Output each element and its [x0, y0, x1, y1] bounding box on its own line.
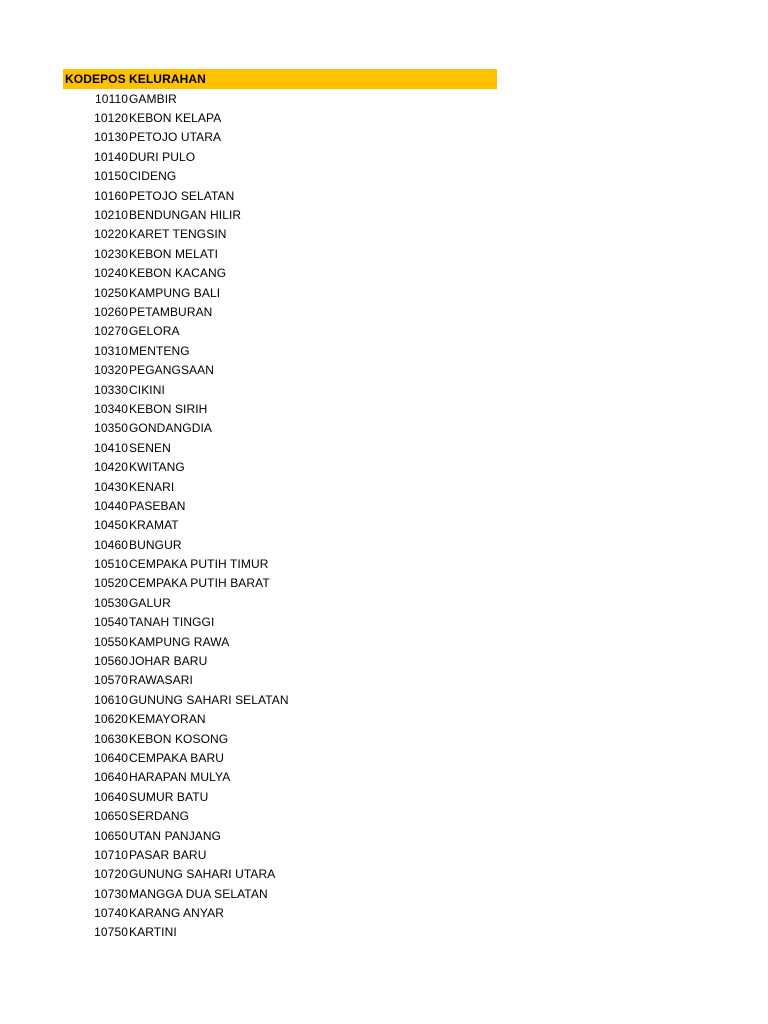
- table-row: [63, 244, 497, 263]
- postal-code-cell: 10110: [95, 91, 128, 106]
- table-row: [63, 457, 497, 476]
- kelurahan-name-cell: GUNUNG SAHARI UTARA: [129, 867, 276, 882]
- kelurahan-name-cell: SUMUR BATU: [129, 789, 209, 804]
- kelurahan-name-cell: CIKINI: [129, 382, 165, 397]
- kelurahan-name-cell: KARTINI: [129, 925, 177, 940]
- postal-code-cell: 10570: [94, 673, 128, 688]
- postal-code-cell: 10160: [94, 188, 128, 203]
- kelurahan-name-cell: KEBON SIRIH: [129, 401, 208, 416]
- postal-code-cell: 10550: [94, 634, 128, 649]
- table-row: [63, 865, 497, 884]
- kelurahan-name-cell: SENEN: [129, 440, 171, 455]
- kelurahan-name-cell: TANAH TINGGI: [129, 615, 215, 630]
- postal-code-cell: 10630: [94, 731, 128, 746]
- postal-code-cell: 10520: [94, 576, 128, 591]
- kelurahan-name-cell: GAMBIR: [129, 91, 177, 106]
- kelurahan-name-cell: KARET TENGSIN: [129, 227, 227, 242]
- kelurahan-name-cell: KRAMAT: [129, 518, 179, 533]
- postal-code-cell: 10730: [94, 886, 128, 901]
- kelurahan-name-cell: KEMAYORAN: [129, 712, 206, 727]
- postal-code-cell: 10140: [94, 149, 128, 164]
- kelurahan-name-cell: GELORA: [129, 324, 180, 339]
- postal-code-cell: 10240: [94, 266, 128, 281]
- postal-code-cell: 10420: [94, 460, 128, 475]
- kelurahan-name-cell: KEBON KELAPA: [129, 111, 222, 126]
- postal-code-cell: 10740: [94, 906, 128, 921]
- table-row: [63, 438, 497, 457]
- kelurahan-name-cell: KAMPUNG RAWA: [129, 634, 230, 649]
- postal-code-cell: 10650: [94, 809, 128, 824]
- table-row: [63, 167, 497, 186]
- kelurahan-name-cell: KAMPUNG BALI: [129, 285, 221, 300]
- table-row: [63, 671, 497, 690]
- table-row: [63, 496, 497, 515]
- table-row: [63, 419, 497, 438]
- table-body: [63, 89, 497, 942]
- postal-code-cell: 10220: [94, 227, 128, 242]
- postal-code-cell: 10610: [94, 692, 128, 707]
- table-row: [63, 923, 497, 942]
- postal-code-cell: 10270: [94, 324, 128, 339]
- table-row: [63, 205, 497, 224]
- table-row: [63, 632, 497, 651]
- table-row: [63, 826, 497, 845]
- table-row: [63, 768, 497, 787]
- kelurahan-name-cell: BUNGUR: [129, 537, 182, 552]
- postal-code-cell: 10640: [94, 750, 128, 765]
- postal-code-cell: 10350: [94, 421, 128, 436]
- postal-code-cell: 10750: [94, 925, 128, 940]
- kelurahan-name-cell: MENTENG: [129, 343, 190, 358]
- kelurahan-name-cell: CEMPAKA PUTIH BARAT: [129, 576, 270, 591]
- postal-code-cell: 10310: [94, 343, 128, 358]
- kelurahan-name-cell: PASEBAN: [129, 498, 186, 513]
- kelurahan-name-cell: KEBON KACANG: [129, 266, 227, 281]
- postal-code-cell: 10320: [94, 363, 128, 378]
- kelurahan-name-cell: PETOJO SELATAN: [129, 188, 235, 203]
- table-row: [63, 593, 497, 612]
- table-row: [63, 89, 497, 108]
- postal-code-cell: 10460: [94, 537, 128, 552]
- table-header: [63, 69, 497, 89]
- table-row: [63, 128, 497, 147]
- table-row: [63, 302, 497, 321]
- postal-code-cell: 10340: [94, 401, 128, 416]
- postal-code-cell: 10210: [94, 208, 128, 223]
- table-row: [63, 147, 497, 166]
- table-row: [63, 787, 497, 806]
- table-row: [63, 380, 497, 399]
- kelurahan-name-cell: PEGANGSAAN: [129, 363, 215, 378]
- table-row: [63, 613, 497, 632]
- table-row: [63, 574, 497, 593]
- table-row: [63, 516, 497, 535]
- kelurahan-name-cell: BENDUNGAN HILIR: [129, 208, 242, 223]
- postal-code-cell: 10260: [94, 304, 128, 319]
- table-row: [63, 806, 497, 825]
- kelurahan-name-cell: PASAR BARU: [129, 847, 207, 862]
- postal-code-cell: 10130: [94, 130, 128, 145]
- kelurahan-name-cell: DURI PULO: [129, 149, 196, 164]
- kelurahan-name-cell: KEBON MELATI: [129, 246, 218, 261]
- kelurahan-name-cell: GONDANGDIA: [129, 421, 213, 436]
- postal-code-cell: 10150: [94, 169, 128, 184]
- table-row: [63, 845, 497, 864]
- table-row: [63, 264, 497, 283]
- kelurahan-name-cell: MANGGA DUA SELATAN: [129, 886, 268, 901]
- kelurahan-name-cell: JOHAR BARU: [129, 654, 208, 669]
- kelurahan-name-cell: KENARI: [129, 479, 175, 494]
- table-row: [63, 535, 497, 554]
- postal-code-cell: 10620: [94, 712, 128, 727]
- postal-code-cell: 10710: [94, 847, 128, 862]
- table-row: [63, 283, 497, 302]
- table-row: [63, 360, 497, 379]
- postal-code-cell: 10330: [94, 382, 128, 397]
- kelurahan-name-cell: KEBON KOSONG: [129, 731, 229, 746]
- table-row: [63, 477, 497, 496]
- kelurahan-name-cell: KARANG ANYAR: [129, 906, 225, 921]
- kelurahan-name-cell: UTAN PANJANG: [129, 828, 222, 843]
- table-row: [63, 690, 497, 709]
- postal-code-cell: 10410: [94, 440, 128, 455]
- postal-code-cell: 10540: [94, 615, 128, 630]
- postal-code-cell: 10440: [94, 498, 128, 513]
- table-row: [63, 322, 497, 341]
- kelurahan-name-cell: PETOJO UTARA: [129, 130, 222, 145]
- kelurahan-name-cell: GALUR: [129, 595, 171, 610]
- postal-code-table: [63, 69, 497, 942]
- postal-code-cell: 10640: [94, 789, 128, 804]
- kelurahan-name-cell: RAWASARI: [129, 673, 193, 688]
- postal-code-cell: 10650: [94, 828, 128, 843]
- header-kelurahan: KELURAHAN: [129, 72, 206, 86]
- table-row: [63, 884, 497, 903]
- postal-code-cell: 10530: [94, 595, 128, 610]
- table-row: [63, 186, 497, 205]
- postal-code-cell: 10560: [94, 654, 128, 669]
- postal-code-cell: 10450: [94, 518, 128, 533]
- postal-code-cell: 10510: [94, 557, 128, 572]
- table-row: [63, 554, 497, 573]
- postal-code-cell: 10250: [94, 285, 128, 300]
- table-row: [63, 399, 497, 418]
- table-row: [63, 225, 497, 244]
- kelurahan-name-cell: PETAMBURAN: [129, 304, 213, 319]
- table-row: [63, 748, 497, 767]
- postal-code-cell: 10430: [94, 479, 128, 494]
- postal-code-cell: 10640: [94, 770, 128, 785]
- kelurahan-name-cell: CIDENG: [129, 169, 177, 184]
- kelurahan-name-cell: CEMPAKA BARU: [129, 750, 225, 765]
- kelurahan-name-cell: SERDANG: [129, 809, 190, 824]
- table-row: [63, 903, 497, 922]
- header-kodepos: KODEPOS: [65, 72, 126, 86]
- kelurahan-name-cell: GUNUNG SAHARI SELATAN: [129, 692, 289, 707]
- kelurahan-name-cell: HARAPAN MULYA: [129, 770, 231, 785]
- table-row: [63, 651, 497, 670]
- table-row: [63, 108, 497, 127]
- table-row: [63, 710, 497, 729]
- kelurahan-name-cell: KWITANG: [129, 460, 185, 475]
- table-row: [63, 729, 497, 748]
- postal-code-cell: 10120: [94, 111, 128, 126]
- postal-code-cell: 10720: [94, 867, 128, 882]
- kelurahan-name-cell: CEMPAKA PUTIH TIMUR: [129, 557, 269, 572]
- postal-code-cell: 10230: [94, 246, 128, 261]
- table-row: [63, 341, 497, 360]
